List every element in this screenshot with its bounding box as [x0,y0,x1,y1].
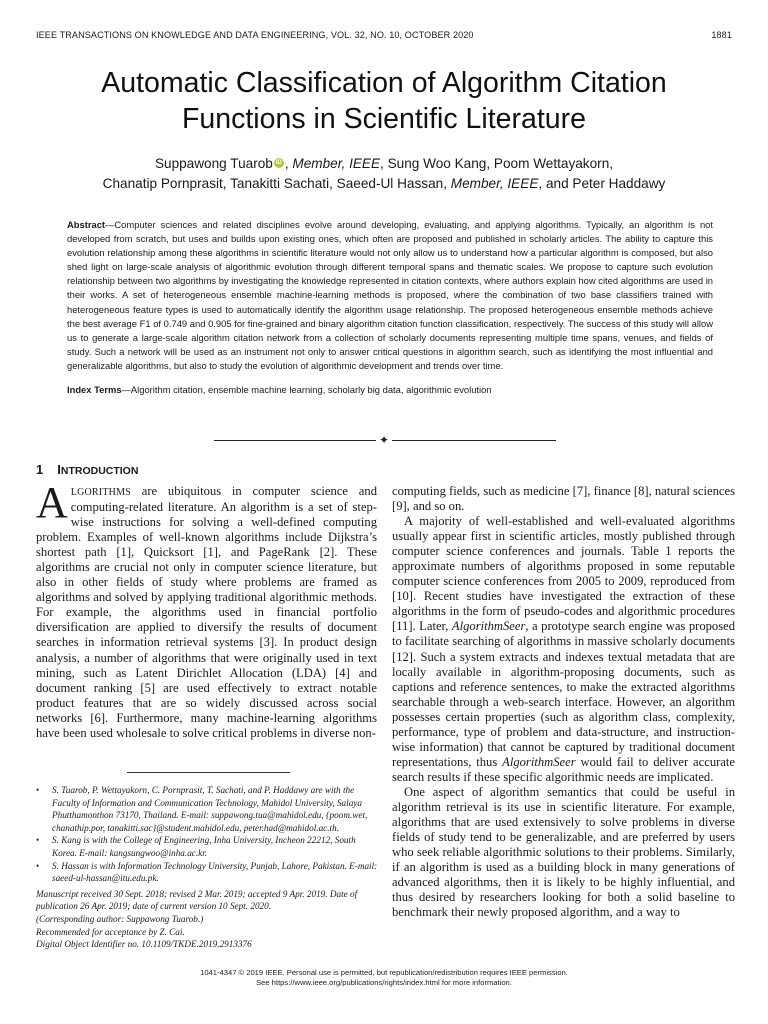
intro-paragraph-1-text: are ubiquitous in computer science and computing-related literature. An algorithm is a set of step-wise instructions for solving a well-defined computing problem. Examples of well-known algorithms include Dijkstra’s shortest path [1], Quicksort [1], and PageRank [2]. These algorithms are crucial not only in computer science literature, but also in other fields of study where problems are framed as algorithms and solved by applying traditional algorithmic methods. For example, the algorithms used in financial portfolio diversification are applied to diversify the results of document searches in information retrieval systems [3]. In product design analysis, a number of algorithms that were originally used in text mining, such as Latent Dirichlet Allocation (LDA) [4] and document ranking [5] are used effectively to extract notable product features that are so widely discussed across social networks [6]. Furthermore, many machine-learning algorithms have been used wholesale to solve critical problems in diverse non- [36,484,377,740]
page-number: 1881 [711,30,732,40]
first-author: Suppawong Tuarob [154,156,273,171]
right-paragraph-3: One aspect of algorithm semantics that could be useful in algorithm retrieval is its use in scientific literature. For example, algorithms that are used extensively to solve problems in diverse fields of study tend to be generalizable, and are preferred by users who seek reliable algorithmic solutions to their problems. Similarly, if an algorithm is used as a building block in many generations of advanced algorithms, then it is likely to be highly influential, and thus desired by researchers looking for both a solid baseline to benchmark their newly proposed algorithm, and a way to [392,784,735,920]
right-paragraph-2 [392,514,735,785]
system-name-2: AlgorithmSeer [502,754,576,769]
orcid-icon[interactable]: iD [275,160,282,166]
recommended-by: Recommended for acceptance by Z. Cai. [36,926,185,937]
footnote-3-text: S. Hassan is with Information Technology University, Punjab, Lahore, Pakistan. E-mail: saeed-ul-hassan@itu.edu.pk. [52,860,378,884]
right-paragraph-1: computing fields, such as medicine [7], finance [8], natural sciences [9], and so on. [392,484,735,514]
author-line-2 [40,174,728,194]
copyright-line-2: See https://www.ieee.org/publications/rights/index.html for more information. [256,978,512,987]
author-line-2-prefix: Chanatip Pornprasit, Tanakitti Sachati, Saeed-Ul Hassan, [102,176,447,191]
intro-paragraph-1 [36,478,377,741]
footnote-bullet: • [36,835,40,846]
author-line-1: Suppawong Tuarob iD , Member, IEEE, Sung Woo Kang, Poom Wettayakorn, [154,156,614,171]
right-paragraph-2-b: , a prototype search engine was proposed to facilitate searching of algorithms in massive scholarly documents [12]. Such a system extracts and indexes textual metadata that are locally available in algorithm-proposing documents, such as captions and reference sentences, to make the extracted algorithms searchable through a web-search interface. However, an algorithm possesses certain properties (such as algorithm class, complexity, performance, type of problem and data-structure, and instruction-wise information) that cannot be captured by traditional document representations, thus [392,619,735,769]
doi: Digital Object Identifier no. 10.1109/TKDE.2019.2913376 [36,939,252,950]
member-affiliation: Member, IEEE [292,156,381,171]
lead-smallcaps: LGORITHMS [70,487,131,498]
section-title-initial: I [57,462,61,477]
journal-name: IEEE TRANSACTIONS ON KNOWLEDGE AND DATA ENGINEERING, VOL. 32, NO. 10, OCTOBER 2020 [36,30,474,40]
footnotes [36,784,378,951]
footnote-affiliation-1 [36,784,378,834]
abstract-label: Abstract [67,219,106,230]
running-head [36,30,732,40]
section-number: 1 [36,462,44,477]
right-paragraph-2-c: would fail to deliver accurate search results if these specific algorithmic needs are implicated. [392,754,735,784]
footnote-affiliation-3 [36,860,378,885]
index-terms-text: —Algorithm citation, ensemble machine learning, scholarly big data, algorithmic evolution [121,384,492,395]
body-column-left [36,478,377,741]
member-affiliation-2: Member, IEEE [450,176,539,191]
author-line-1-rest: , Sung Woo Kang, Poom Wettayakorn, [380,156,614,171]
section-heading [36,462,138,477]
index-terms [67,383,713,397]
divider-diamond-icon: ✦ [376,432,392,448]
title-line-1: Automatic Classification of Algorithm Citation [101,67,667,99]
author-line-2-suffix: , and Peter Haddawy [538,176,666,191]
footnote-bullet: • [36,860,40,871]
corresponding-author: (Corresponding author: Suppawong Tuarob.) [36,913,204,924]
author-list [40,154,728,194]
footnote-rule [127,772,290,773]
system-name-1: AlgorithmSeer [451,619,526,634]
paper-title [40,65,728,137]
footnote-1-text: S. Tuarob, P. Wettayakorn, C. Pornprasit, T. Sachati, and P. Haddawy are with the Faculty of Information and Communication Technology, Mahidol University, Salaya Phutthamonthon 73170, Thailand. E-mail: suppawong.tua@mahidol.edu, {poom.wet, chanathip.por, tanakitti.sac}@student.mahidol.edu, peter.had@mahidol.ac.th. [52,785,368,833]
abstract-text: —Computer sciences and related disciplines evolve around developing, evaluating, and applying algorithms. Typically, an algorithm is not developed from scratch, but uses and builds upon existing ones, which often are proposed and published in scholarly articles. The ability to capture this evolution relationship among these algorithms in scientific literature would not only allow us to understand how a particular algorithm is composed, but also shed light on large-scale analysis of algorithmic evolution through different temporal spans and thematic scales. We propose to capture such evolution relationship between two algorithms by investigating the knowledge represented in citation contexts, where authors explain how cited algorithms are used in their works. A set of heterogeneous ensemble machine-learning methods is proposed, where the combination of two base classifiers trained with heterogeneous feature types is used to automatically identify the algorithm usage relationship. The proposed heterogeneous ensemble methods achieve the best average F1 of 0.749 and 0.905 for fine-grained and binary algorithm citation function classification, respectively. The success of this study will allow us to generate a large-scale algorithm citation network from a collection of scholarly documents representing multiple time spans, venues, and fields of study. Such a network will be used as an instrument not only to answer critical questions in algorithm search, such as identifying the most influential and generalizable algorithms, but also to study the evolution of algorithmic development and trends over time. [67,219,713,371]
footnote-2-text: S. Kang is with the College of Engineering, Inha University, Incheon 22212, South Korea. E-mail: kangsungwoo@inha.ac.kr. [52,835,356,858]
footnote-affiliation-2 [36,834,378,859]
manuscript-dates: Manuscript received 30 Sept. 2018; revised 2 Mar. 2019; accepted 9 Apr. 2019. Date of publication 26 Apr. 2019; date of current version 10 Sept. 2020. [36,888,358,912]
footnote-bullet: • [36,785,40,795]
body-column-right [392,484,735,920]
drop-cap: A [36,478,68,527]
right-paragraph-2-a: A majority of well-established and well-evaluated algorithms usually appear first in scientific articles, mostly published through computer science conferences and journals. Table 1 reports the approximate numbers of algorithms proposed in some reputable computer science conferences from 2005 to 2009, reproduced from [10]. Recent studies have investigated the extraction of these algorithms in the form of pseudo-codes and algorithmic procedures [11]. Later, [392,514,735,634]
abstract [67,218,713,373]
copyright-notice [36,968,732,988]
copyright-line-1: 1041-4347 © 2019 IEEE. Personal use is permitted, but republication/redistribution requires IEEE permission. [200,968,568,977]
title-line-2: Functions in Scientific Literature [182,103,586,135]
index-terms-label: Index Terms [67,384,122,395]
section-title-rest: NTRODUCTION [60,465,139,477]
